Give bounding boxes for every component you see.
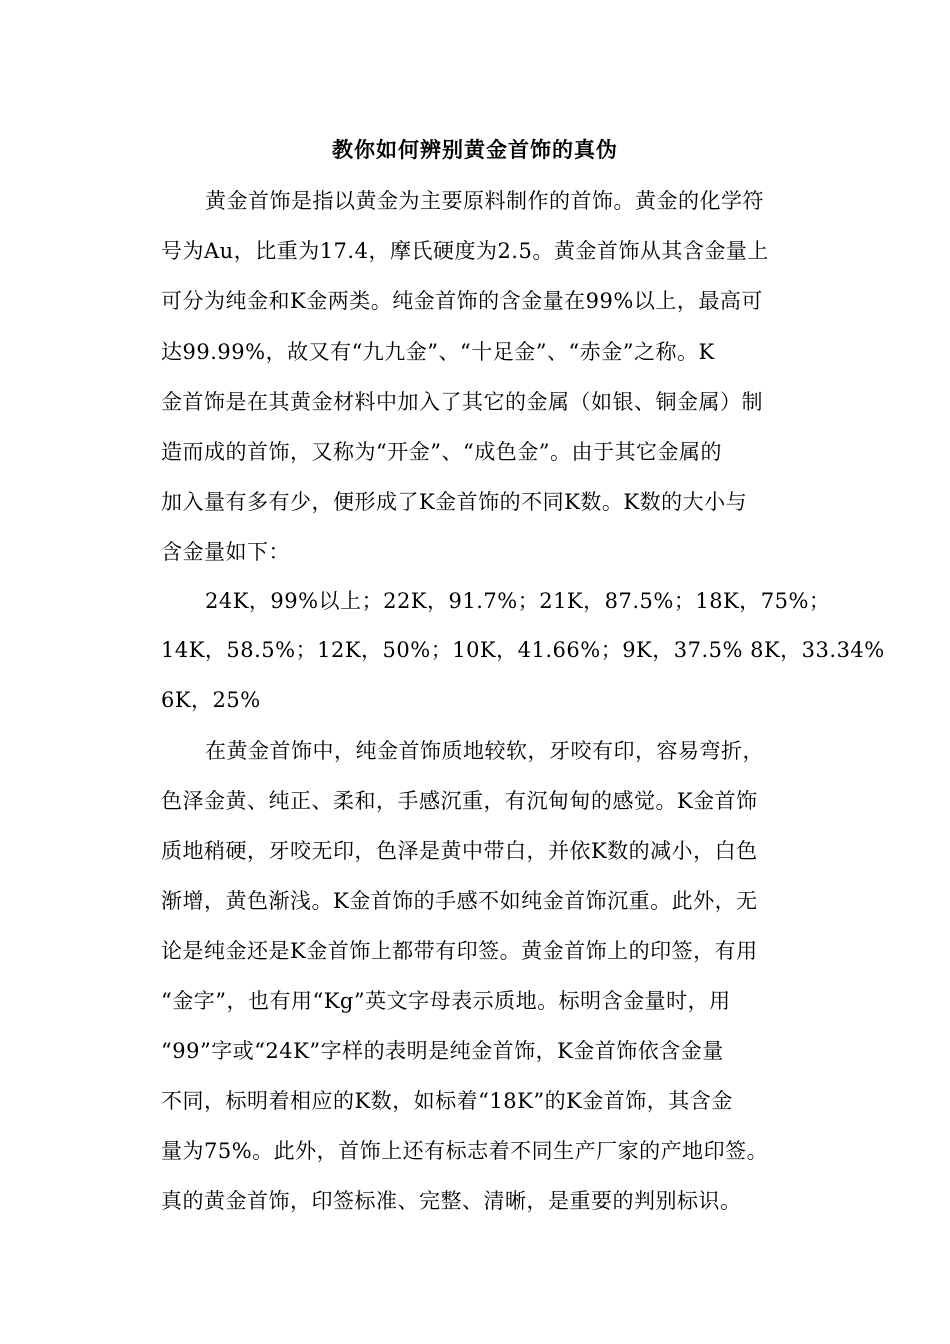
para3-line-5: 论是纯金还是K金首饰上都带有印签。黄金首饰上的印签，有用: [161, 939, 758, 963]
para1-line-7: 加入量有多有少，便形成了K金首饰的不同K数。K数的大小与: [161, 490, 748, 514]
karat-line-1: 24K，99%以上；22K，91.7%；21K，87.5%；18K，75%；: [205, 589, 831, 613]
para3-line-9: 量为75%。此外，首饰上还有标志着不同生产厂家的产地印签。: [161, 1139, 769, 1163]
para1-line-6: 造而成的首饰，又称为“开金”、“成色金”。由于其它金属的: [161, 440, 722, 464]
para1-line-1: 黄金首饰是指以黄金为主要原料制作的首饰。黄金的化学符: [205, 189, 764, 213]
para3-line-4: 渐增，黄色渐浅。K金首饰的手感不如纯金首饰沉重。此外，无: [161, 889, 758, 913]
document-title: 教你如何辨别黄金首饰的真伪: [332, 138, 618, 162]
para3-line-1: 在黄金首饰中，纯金首饰质地较软，牙咬有印，容易弯折，: [205, 739, 764, 763]
para3-line-7: “99”字或“24K”字样的表明是纯金首饰，K金首饰依含金量: [161, 1039, 724, 1063]
para3-line-3: 质地稍硬，牙咬无印，色泽是黄中带白，并依K数的减小，白色: [161, 839, 758, 863]
para3-line-6: “金字”，也有用“Kg”英文字母表示质地。标明含金量时，用: [161, 989, 731, 1013]
para1-line-2: 号为Au，比重为17.4，摩氏硬度为2.5。黄金首饰从其含金量上: [161, 239, 769, 263]
para1-line-4: 达99.99%，故又有“九九金”、“十足金”、“赤金”之称。K: [161, 340, 715, 364]
karat-line-3: 6K，25%: [161, 688, 261, 712]
para1-line-3: 可分为纯金和K金两类。纯金首饰的含金量在99%以上，最高可: [161, 289, 763, 313]
karat-line-2: 14K，58.5%；12K，50%；10K，41.66%；9K，37.5% 8K，33.34%: [161, 638, 885, 662]
para3-line-10: 真的黄金首饰，印签标准、完整、清晰，是重要的判别标识。: [161, 1189, 742, 1213]
para3-line-8: 不同，标明着相应的K数，如标着“18K”的K金首饰，其含金: [161, 1089, 733, 1113]
para3-line-2: 色泽金黄、纯正、柔和，手感沉重，有沉甸甸的感觉。K金首饰: [161, 789, 758, 813]
para1-line-5: 金首饰是在其黄金材料中加入了其它的金属（如银、铜金属）制: [161, 390, 763, 414]
para1-line-8: 含金量如下：: [161, 540, 290, 564]
